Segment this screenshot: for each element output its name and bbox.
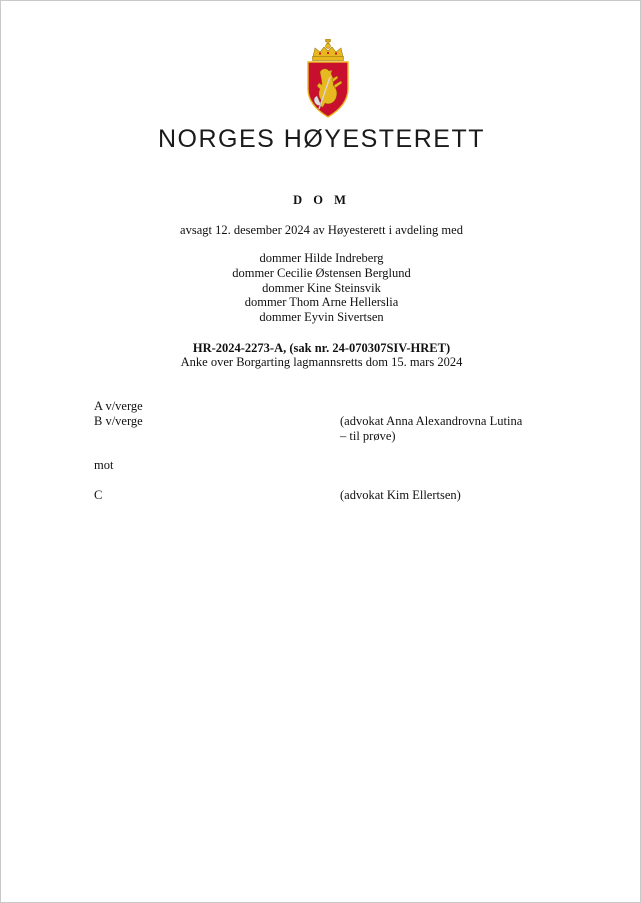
judge-name: dommer Hilde Indreberg (259, 251, 384, 265)
judge-name: dommer Eyvin Sivertsen (259, 310, 384, 325)
appellant-counsel-line2: – til prøve) (340, 429, 396, 443)
coat-of-arms-icon (303, 39, 353, 119)
document-title: D O M (293, 193, 350, 207)
party-appellant-a: A v/verge (94, 399, 143, 413)
judge-name: dommer Cecilie Østensen Berglund (232, 265, 411, 280)
versus-label: mot (94, 458, 114, 472)
judge-name: dommer Kine Steinsvik (262, 280, 381, 295)
appeal-description: Anke over Borgarting lagmannsretts dom 15. mars 2024 (180, 355, 463, 369)
party-respondent: C (94, 488, 103, 502)
respondent-counsel: (advokat Kim Ellertsen) (340, 488, 461, 502)
judgment-subtitle: avsagt 12. desember 2024 av Høyesterett i avdeling med (180, 223, 463, 237)
case-number: HR-2024-2273-A, (sak nr. 24-070307SIV-HRET) (192, 341, 451, 355)
appellant-counsel-line1: (advokat Anna Alexandrovna Lutina (340, 414, 523, 428)
judge-name: dommer Thom Arne Hellerslia (244, 295, 399, 310)
court-name: NORGES HØYESTERETT (157, 125, 486, 153)
party-appellant-b: B v/verge (94, 414, 143, 428)
judges-list (1, 251, 641, 325)
